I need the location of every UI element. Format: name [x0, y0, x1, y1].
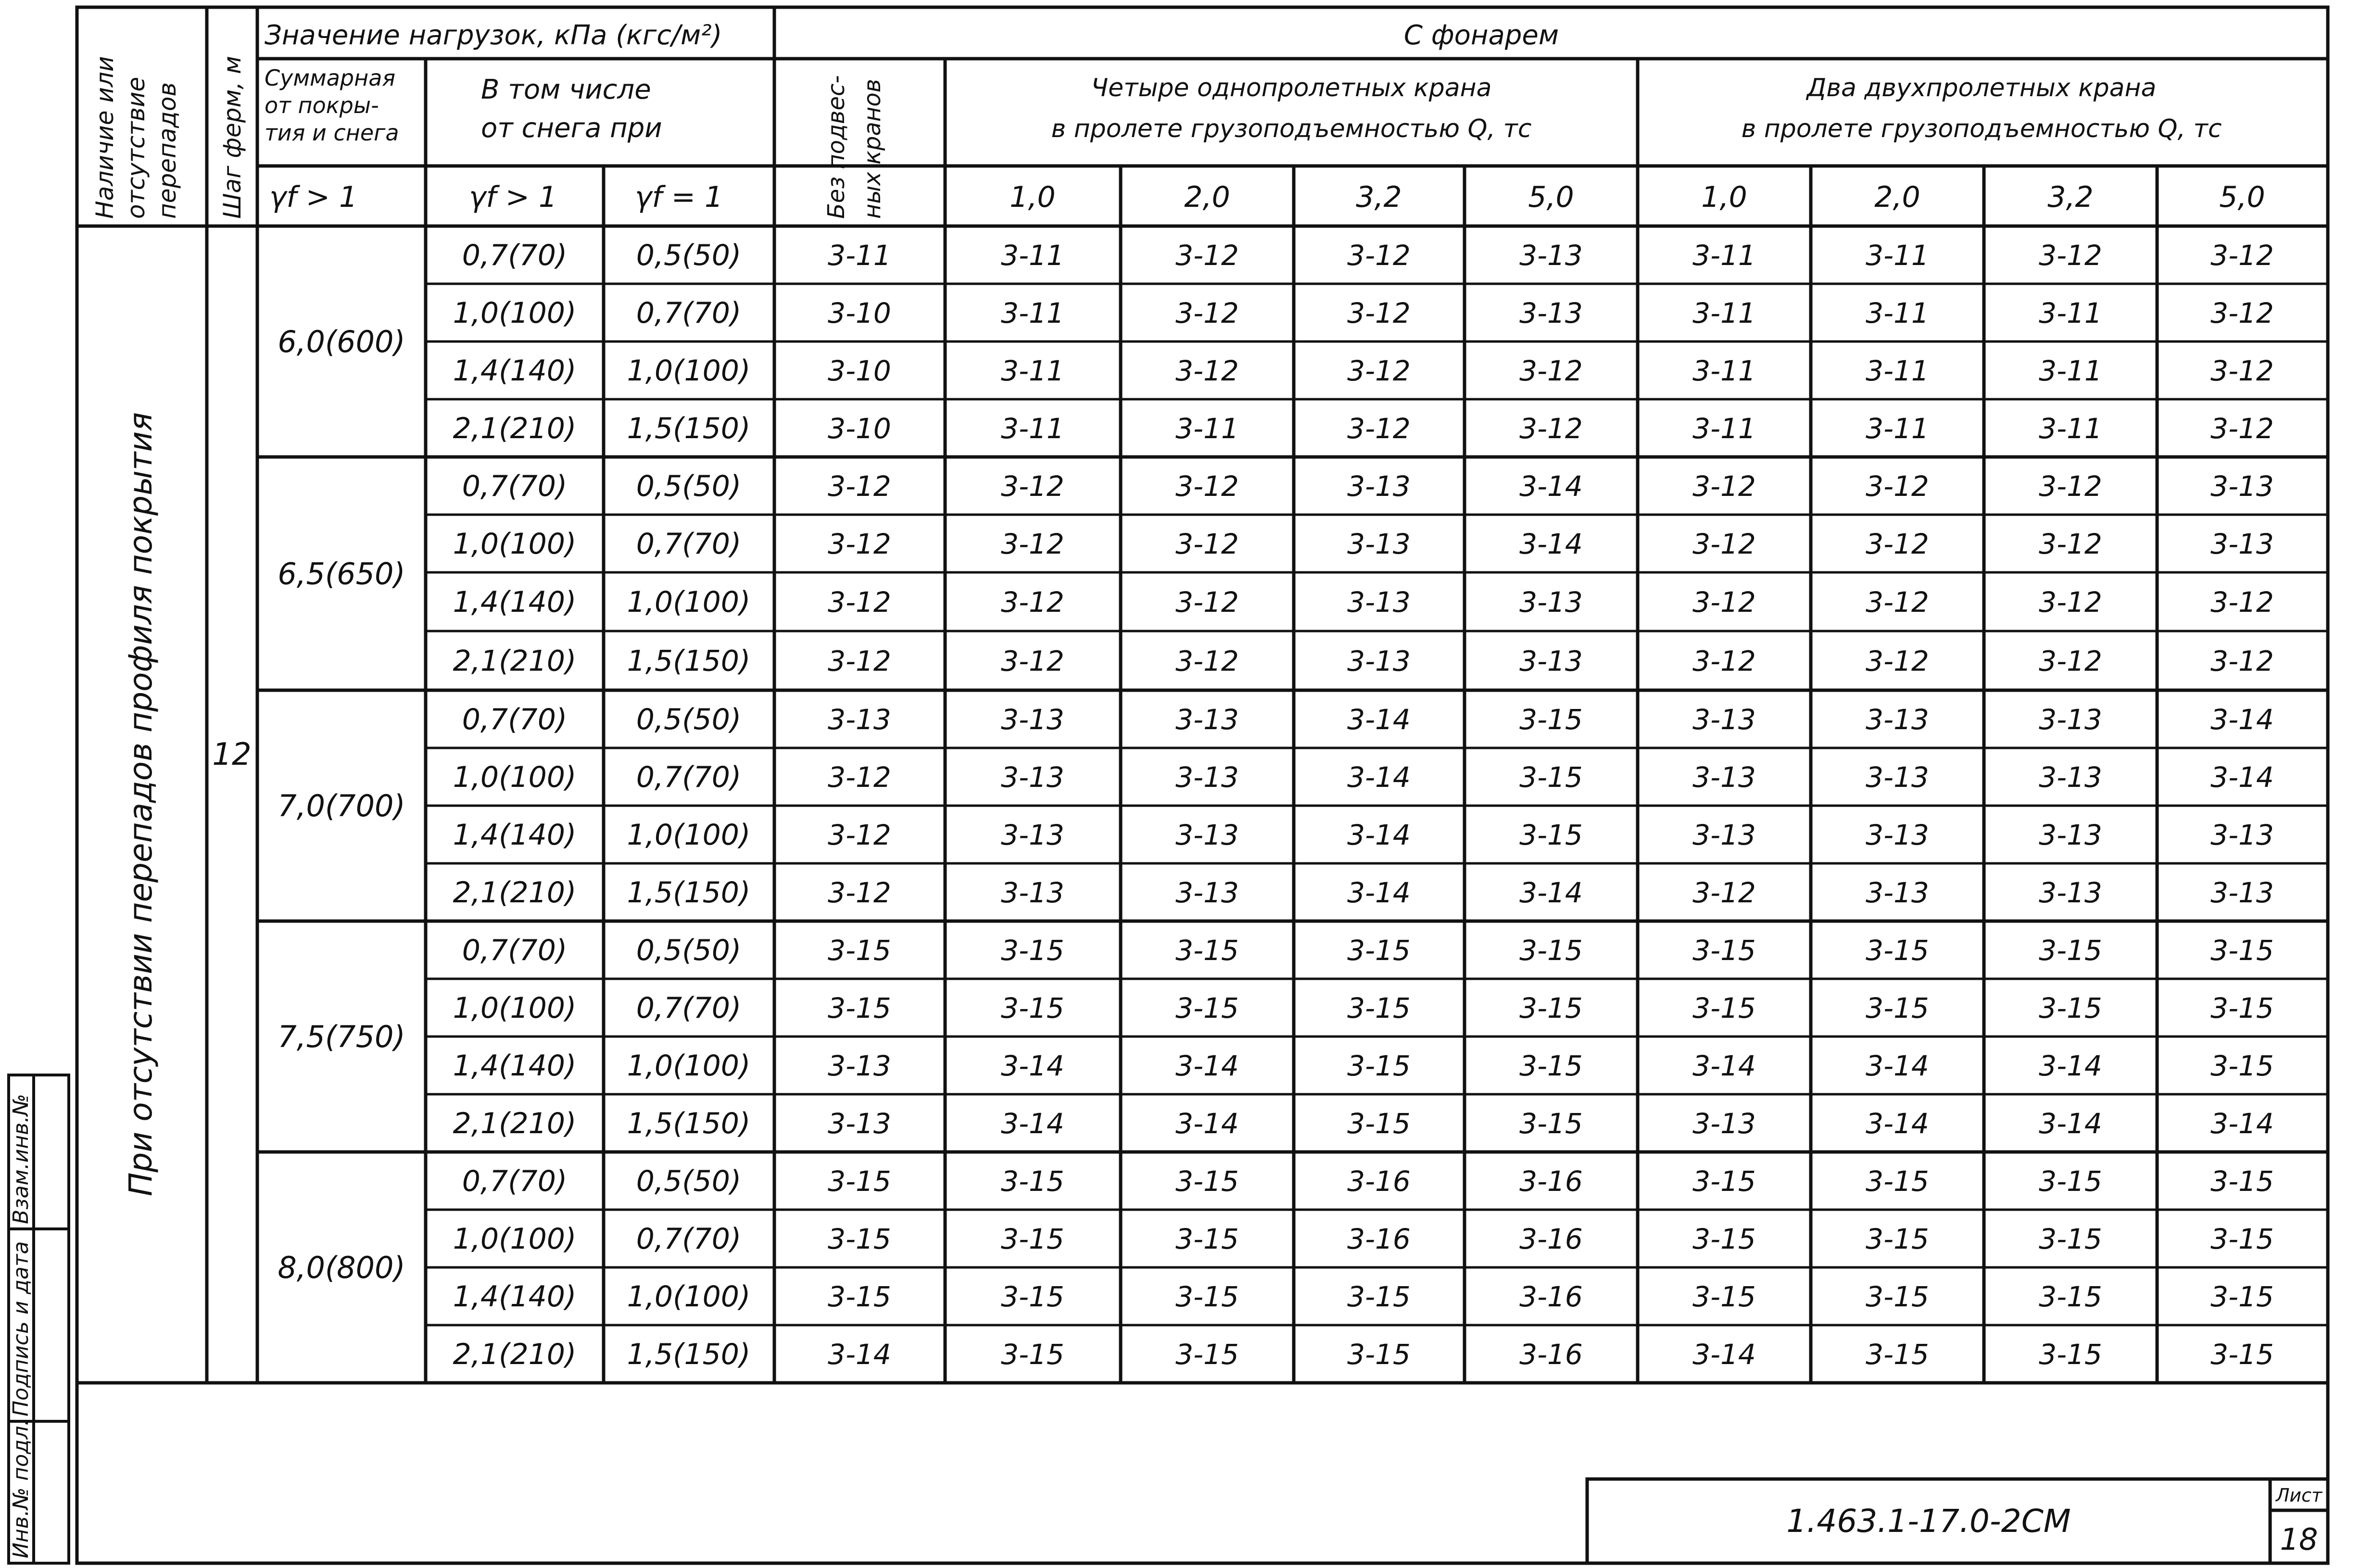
truss-mark-cell: 3-13 [828, 1107, 891, 1140]
snow-load-gt1-cell: 0,7(70) [462, 703, 568, 736]
truss-mark-cell: 3-12 [1866, 645, 1929, 678]
truss-mark-cell: 3-11 [2039, 297, 2102, 329]
truss-mark-cell: 3-15 [1175, 934, 1239, 967]
snow-load-eq1-cell: 1,5(150) [627, 644, 751, 678]
truss-mark-cell: 3-13 [1001, 876, 1064, 909]
snow-load-gt1-cell: 1,0(100) [453, 1222, 577, 1256]
truss-mark-cell: 3-13 [1692, 819, 1756, 851]
truss-mark-cell: 3-16 [1519, 1223, 1583, 1255]
truss-mark-cell: 3-13 [2210, 470, 2274, 503]
header-two-cap-2: 2,0 [1874, 180, 1920, 214]
truss-mark-cell: 3-14 [1692, 1050, 1756, 1082]
truss-mark-cell: 3-15 [1347, 1107, 1411, 1140]
truss-mark-cell: 3-13 [2210, 819, 2274, 851]
truss-mark-cell: 3-13 [1001, 703, 1064, 736]
snow-load-eq1-cell: 1,0(100) [627, 818, 751, 852]
truss-mark-cell: 3-15 [2039, 1223, 2102, 1255]
header-presence-line3: перепадов [153, 82, 181, 219]
truss-mark-cell: 3-11 [1001, 354, 1064, 387]
header-two-cranes-line2: в пролете грузоподъемностью Q, тс [1741, 114, 2222, 143]
truss-mark-cell: 3-15 [828, 934, 891, 967]
truss-mark-cell: 3-11 [1866, 239, 1929, 272]
snow-load-eq1-cell: 0,5(50) [636, 1164, 742, 1198]
truss-mark-cell: 3-12 [2210, 412, 2274, 445]
snow-load-eq1-cell: 0,7(70) [636, 760, 742, 794]
header-four-cap-4: 5,0 [1528, 180, 1574, 214]
truss-mark-cell: 3-12 [1175, 528, 1239, 560]
truss-mark-cell: 3-15 [1866, 992, 1929, 1024]
truss-mark-cell: 3-11 [1692, 412, 1756, 445]
truss-mark-cell: 3-11 [1866, 354, 1929, 387]
snow-load-eq1-cell: 0,7(70) [636, 1222, 742, 1256]
header-no-cranes-line2: ных кранов [859, 79, 886, 219]
total-load-cell: 6,5(650) [278, 556, 405, 592]
truss-mark-cell: 3-15 [1175, 1165, 1239, 1198]
truss-mark-cell: 3-11 [1866, 297, 1929, 329]
truss-mark-cell: 3-13 [1866, 819, 1929, 851]
truss-mark-cell: 3-10 [828, 412, 891, 445]
snow-load-eq1-cell: 0,5(50) [636, 239, 742, 272]
truss-mark-cell: 3-12 [1175, 470, 1239, 503]
sheet-label: Лист [2275, 1485, 2323, 1506]
truss-mark-cell: 3-15 [1175, 1223, 1239, 1255]
snow-load-eq1-cell: 0,5(50) [636, 469, 742, 503]
truss-mark-cell: 3-13 [1175, 703, 1239, 736]
truss-mark-cell: 3-14 [1175, 1050, 1239, 1082]
truss-mark-cell: 3-14 [1001, 1107, 1064, 1140]
truss-mark-cell: 3-13 [2039, 761, 2102, 794]
truss-mark-cell: 3-12 [2210, 645, 2274, 678]
header-total-line2: от покры- [265, 92, 379, 118]
truss-mark-cell: 3-13 [1001, 819, 1064, 851]
truss-mark-cell: 3-12 [1001, 645, 1064, 678]
truss-mark-cell: 3-12 [1519, 354, 1583, 387]
truss-mark-cell: 3-15 [1519, 1050, 1583, 1082]
truss-mark-cell: 3-12 [1347, 297, 1411, 329]
truss-mark-cell: 3-12 [2039, 586, 2102, 619]
snow-load-gt1-cell: 1,0(100) [453, 527, 577, 561]
header-four-cranes-line2: в пролете грузоподъемностью Q, тс [1051, 114, 1532, 143]
truss-mark-cell: 3-13 [2039, 876, 2102, 909]
truss-mark-cell: 3-11 [1001, 412, 1064, 445]
truss-mark-cell: 3-12 [1692, 876, 1756, 909]
truss-mark-cell: 3-12 [828, 645, 891, 678]
stamp-replaced-inv: Взам.инв.№ [9, 1094, 33, 1224]
truss-mark-cell: 3-15 [2210, 1338, 2274, 1371]
truss-mark-cell: 3-15 [1175, 992, 1239, 1024]
header-gamma-total: γf > 1 [269, 180, 358, 214]
truss-mark-cell: 3-12 [828, 470, 891, 503]
truss-mark-cell: 3-13 [1175, 761, 1239, 794]
truss-mark-cell: 3-15 [828, 1223, 891, 1255]
truss-mark-cell: 3-15 [828, 1280, 891, 1313]
truss-mark-cell: 3-15 [1001, 1223, 1064, 1255]
header-with-lantern: С фонарем [1403, 20, 1559, 51]
truss-mark-cell: 3-15 [1175, 1338, 1239, 1371]
truss-mark-cell: 3-14 [1347, 876, 1411, 909]
truss-mark-cell: 3-14 [1347, 761, 1411, 794]
header-snow-line1: В том числе [481, 74, 651, 105]
truss-mark-cell: 3-12 [828, 876, 891, 909]
header-total-line1: Суммарная [265, 65, 396, 91]
truss-mark-cell: 3-12 [1866, 586, 1929, 619]
header-loads-title: Значение нагрузок, кПа (кгс/м²) [265, 20, 722, 51]
header-truss-step: Шаг ферм, м [218, 56, 246, 219]
truss-mark-cell: 3-13 [1866, 876, 1929, 909]
truss-mark-cell: 3-16 [1519, 1280, 1583, 1313]
snow-load-eq1-cell: 0,7(70) [636, 991, 742, 1025]
presence-label: При отсутствии перепадов профиля покрытия [122, 412, 159, 1197]
truss-mark-cell: 3-12 [1692, 586, 1756, 619]
snow-load-eq1-cell: 1,0(100) [627, 585, 751, 619]
header-four-cap-2: 2,0 [1184, 180, 1230, 214]
snow-load-gt1-cell: 2,1(210) [453, 644, 577, 678]
truss-mark-cell: 3-12 [1692, 645, 1756, 678]
truss-mark-cell: 3-15 [1519, 1107, 1583, 1140]
truss-mark-cell: 3-15 [1001, 992, 1064, 1024]
truss-mark-cell: 3-13 [2210, 876, 2274, 909]
snow-load-eq1-cell: 1,5(150) [627, 1107, 751, 1140]
snow-load-eq1-cell: 0,7(70) [636, 527, 742, 561]
truss-mark-cell: 3-14 [1692, 1338, 1756, 1371]
header-gamma-snow-eq1: γf = 1 [635, 180, 723, 214]
truss-mark-cell: 3-15 [2210, 1165, 2274, 1198]
truss-mark-cell: 3-13 [2039, 819, 2102, 851]
total-load-cell: 6,0(600) [278, 324, 405, 359]
truss-mark-cell: 3-14 [2039, 1050, 2102, 1082]
truss-mark-cell: 3-14 [1347, 703, 1411, 736]
truss-mark-cell: 3-12 [2039, 528, 2102, 560]
truss-mark-cell: 3-12 [1175, 239, 1239, 272]
truss-mark-cell: 3-13 [1519, 297, 1583, 329]
header-presence-line1: Наличие или [91, 56, 119, 219]
header-two-cap-1: 1,0 [1701, 180, 1747, 214]
truss-mark-cell: 3-15 [1692, 934, 1756, 967]
truss-mark-cell: 3-15 [1692, 1280, 1756, 1313]
truss-mark-cell: 3-15 [2039, 934, 2102, 967]
stamp-original-inv: Инв.№ подл. [9, 1419, 33, 1558]
truss-mark-cell: 3-16 [1347, 1223, 1411, 1255]
truss-mark-cell: 3-12 [2039, 239, 2102, 272]
snow-load-gt1-cell: 1,0(100) [453, 991, 577, 1025]
truss-mark-cell: 3-15 [1692, 992, 1756, 1024]
truss-mark-cell: 3-14 [1519, 528, 1583, 560]
header-four-cranes-line1: Четыре однопролетных крана [1091, 74, 1492, 102]
truss-mark-cell: 3-16 [1347, 1165, 1411, 1198]
truss-step-value: 12 [212, 737, 252, 772]
truss-mark-cell: 3-15 [1866, 1338, 1929, 1371]
header-four-cap-3: 3,2 [1356, 180, 1402, 214]
truss-mark-cell: 3-13 [1347, 470, 1411, 503]
snow-load-gt1-cell: 1,4(140) [453, 585, 577, 619]
truss-mark-cell: 3-13 [828, 1050, 891, 1082]
snow-load-eq1-cell: 1,0(100) [627, 1280, 751, 1314]
truss-mark-cell: 3-12 [2039, 645, 2102, 678]
truss-mark-cell: 3-13 [1519, 586, 1583, 619]
snow-load-eq1-cell: 0,7(70) [636, 296, 742, 330]
truss-mark-cell: 3-15 [1001, 934, 1064, 967]
truss-mark-cell: 3-15 [2210, 1223, 2274, 1255]
truss-mark-cell: 3-11 [1692, 239, 1756, 272]
truss-mark-cell: 3-11 [2039, 412, 2102, 445]
truss-mark-cell: 3-15 [1175, 1280, 1239, 1313]
truss-mark-cell: 3-12 [1347, 412, 1411, 445]
truss-mark-cell: 3-14 [2210, 1107, 2274, 1140]
truss-mark-cell: 3-11 [1692, 297, 1756, 329]
truss-mark-cell: 3-15 [1866, 1223, 1929, 1255]
truss-mark-cell: 3-12 [1001, 528, 1064, 560]
header-two-cap-4: 5,0 [2219, 180, 2265, 214]
truss-mark-cell: 3-13 [1347, 586, 1411, 619]
truss-mark-cell: 3-14 [1175, 1107, 1239, 1140]
truss-mark-cell: 3-15 [1692, 1223, 1756, 1255]
truss-mark-cell: 3-13 [1175, 876, 1239, 909]
truss-mark-cell: 3-15 [1519, 992, 1583, 1024]
truss-mark-cell: 3-14 [2039, 1107, 2102, 1140]
total-load-cell: 7,5(750) [278, 1019, 405, 1054]
truss-mark-cell: 3-14 [1347, 819, 1411, 851]
truss-mark-cell: 3-14 [1866, 1107, 1929, 1140]
truss-mark-cell: 3-13 [1866, 761, 1929, 794]
truss-mark-cell: 3-15 [1519, 761, 1583, 794]
truss-mark-cell: 3-12 [1866, 470, 1929, 503]
total-load-cell: 8,0(800) [278, 1250, 405, 1285]
truss-mark-cell: 3-12 [1347, 354, 1411, 387]
truss-mark-cell: 3-12 [2210, 586, 2274, 619]
truss-mark-cell: 3-12 [828, 528, 891, 560]
truss-mark-cell: 3-12 [2039, 470, 2102, 503]
truss-mark-cell: 3-15 [2039, 1165, 2102, 1198]
sheet-number: 18 [2280, 1522, 2318, 1557]
truss-mark-cell: 3-10 [828, 354, 891, 387]
snow-load-eq1-cell: 0,5(50) [636, 934, 742, 967]
truss-mark-cell: 3-15 [1866, 1280, 1929, 1313]
truss-mark-cell: 3-15 [1347, 934, 1411, 967]
stamp-signature-date: Подпись и дата [9, 1241, 33, 1416]
snow-load-eq1-cell: 1,5(150) [627, 876, 751, 910]
snow-load-gt1-cell: 0,7(70) [462, 1164, 568, 1198]
truss-mark-cell: 3-13 [1692, 703, 1756, 736]
truss-mark-cell: 3-14 [2210, 761, 2274, 794]
truss-mark-cell: 3-12 [1175, 645, 1239, 678]
truss-mark-cell: 3-15 [1347, 992, 1411, 1024]
truss-mark-cell: 3-12 [1347, 239, 1411, 272]
truss-mark-cell: 3-12 [828, 761, 891, 794]
truss-mark-cell: 3-11 [1001, 239, 1064, 272]
truss-mark-cell: 3-13 [1519, 239, 1583, 272]
snow-load-gt1-cell: 1,4(140) [453, 1049, 577, 1083]
truss-mark-cell: 3-14 [1001, 1050, 1064, 1082]
truss-mark-cell: 3-11 [1001, 297, 1064, 329]
header-snow-line2: от снега при [481, 113, 662, 144]
truss-mark-cell: 3-14 [1519, 876, 1583, 909]
truss-mark-cell: 3-12 [1692, 470, 1756, 503]
truss-mark-cell: 3-15 [1001, 1165, 1064, 1198]
truss-mark-cell: 3-12 [2210, 297, 2274, 329]
truss-mark-cell: 3-14 [828, 1338, 891, 1371]
snow-load-gt1-cell: 2,1(210) [453, 412, 577, 445]
snow-load-gt1-cell: 0,7(70) [462, 239, 568, 272]
truss-mark-cell: 3-11 [1866, 412, 1929, 445]
snow-load-eq1-cell: 1,5(150) [627, 412, 751, 445]
truss-mark-cell: 3-13 [828, 703, 891, 736]
snow-load-gt1-cell: 1,0(100) [453, 296, 577, 330]
truss-mark-cell: 3-15 [2210, 992, 2274, 1024]
truss-mark-cell: 3-15 [1001, 1280, 1064, 1313]
truss-mark-cell: 3-12 [1519, 412, 1583, 445]
truss-mark-cell: 3-12 [1175, 297, 1239, 329]
header-two-cranes-line1: Два двухпролетных крана [1806, 74, 2157, 102]
truss-mark-cell: 3-13 [1866, 703, 1929, 736]
truss-mark-cell: 3-12 [1175, 354, 1239, 387]
truss-mark-cell: 3-15 [2039, 992, 2102, 1024]
header-total-line3: тия и снега [265, 120, 399, 146]
truss-mark-cell: 3-11 [2039, 354, 2102, 387]
truss-mark-cell: 3-12 [1175, 586, 1239, 619]
truss-mark-cell: 3-13 [1692, 1107, 1756, 1140]
truss-mark-cell: 3-12 [2210, 239, 2274, 272]
snow-load-gt1-cell: 1,4(140) [453, 818, 577, 852]
truss-mark-cell: 3-13 [2039, 703, 2102, 736]
total-load-cell: 7,0(700) [278, 788, 405, 823]
snow-load-gt1-cell: 1,4(140) [453, 1280, 577, 1314]
snow-load-eq1-cell: 1,0(100) [627, 354, 751, 388]
truss-mark-cell: 3-10 [828, 297, 891, 329]
snow-load-eq1-cell: 0,5(50) [636, 703, 742, 736]
truss-mark-cell: 3-13 [1001, 761, 1064, 794]
snow-load-gt1-cell: 1,4(140) [453, 354, 577, 388]
truss-mark-cell: 3-12 [828, 819, 891, 851]
snow-load-eq1-cell: 1,5(150) [627, 1338, 751, 1371]
truss-mark-cell: 3-16 [1519, 1338, 1583, 1371]
truss-mark-cell: 3-13 [1347, 528, 1411, 560]
header-gamma-snow-gt1: γf > 1 [469, 180, 557, 214]
truss-mark-cell: 3-13 [2210, 528, 2274, 560]
snow-load-gt1-cell: 2,1(210) [453, 1338, 577, 1371]
truss-mark-cell: 3-12 [828, 586, 891, 619]
truss-mark-cell: 3-13 [1175, 819, 1239, 851]
snow-load-gt1-cell: 0,7(70) [462, 934, 568, 967]
truss-mark-cell: 3-11 [1692, 354, 1756, 387]
snow-load-eq1-cell: 1,0(100) [627, 1049, 751, 1083]
truss-mark-cell: 3-15 [1519, 703, 1583, 736]
truss-mark-cell: 3-14 [1519, 470, 1583, 503]
truss-mark-cell: 3-15 [1347, 1050, 1411, 1082]
truss-mark-cell: 3-12 [2210, 354, 2274, 387]
truss-mark-cell: 3-15 [1519, 819, 1583, 851]
snow-load-gt1-cell: 2,1(210) [453, 1107, 577, 1140]
truss-mark-cell: 3-11 [828, 239, 891, 272]
truss-mark-cell: 3-15 [2210, 1280, 2274, 1313]
truss-mark-cell: 3-12 [1866, 528, 1929, 560]
doc-code: 1.463.1-17.0-2СМ [1786, 1503, 2071, 1540]
header-presence-line2: отсутствие [122, 76, 150, 219]
snow-load-gt1-cell: 2,1(210) [453, 876, 577, 910]
header-no-cranes-line1: Без подвес- [823, 75, 850, 219]
truss-mark-cell: 3-15 [1692, 1165, 1756, 1198]
header-two-cap-3: 3,2 [2047, 180, 2094, 214]
truss-mark-cell: 3-15 [1347, 1338, 1411, 1371]
truss-mark-cell: 3-11 [1175, 412, 1239, 445]
truss-mark-cell: 3-12 [1001, 586, 1064, 619]
truss-mark-cell: 3-14 [2210, 703, 2274, 736]
truss-mark-cell: 3-15 [828, 992, 891, 1024]
truss-mark-cell: 3-15 [1866, 934, 1929, 967]
truss-mark-cell: 3-12 [1001, 470, 1064, 503]
truss-mark-cell: 3-15 [1519, 934, 1583, 967]
header-four-cap-1: 1,0 [1010, 180, 1056, 214]
truss-mark-cell: 3-15 [2039, 1280, 2102, 1313]
truss-mark-cell: 3-15 [1001, 1338, 1064, 1371]
truss-mark-cell: 3-13 [1692, 761, 1756, 794]
truss-mark-cell: 3-15 [828, 1165, 891, 1198]
truss-mark-cell: 3-15 [1347, 1280, 1411, 1313]
snow-load-gt1-cell: 0,7(70) [462, 469, 568, 503]
truss-mark-cell: 3-13 [1519, 645, 1583, 678]
truss-mark-cell: 3-12 [1692, 528, 1756, 560]
truss-mark-cell: 3-15 [1866, 1165, 1929, 1198]
truss-mark-cell: 3-14 [1866, 1050, 1929, 1082]
truss-mark-cell: 3-15 [2039, 1338, 2102, 1371]
truss-mark-cell: 3-15 [2210, 934, 2274, 967]
truss-mark-cell: 3-15 [2210, 1050, 2274, 1082]
truss-mark-cell: 3-13 [1347, 645, 1411, 678]
truss-mark-cell: 3-16 [1519, 1165, 1583, 1198]
snow-load-gt1-cell: 1,0(100) [453, 760, 577, 794]
